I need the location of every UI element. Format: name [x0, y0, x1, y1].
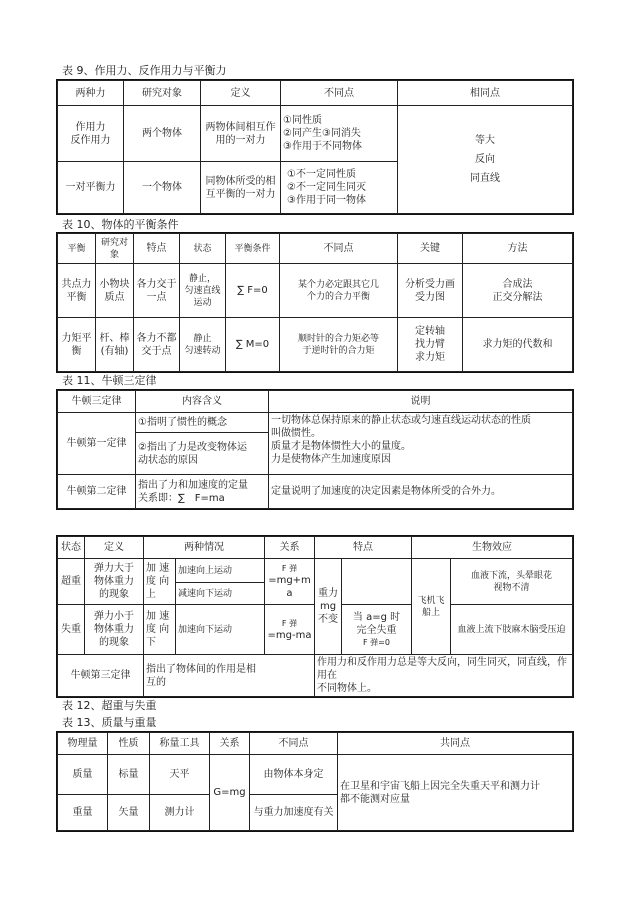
t9-r2-name: 一对平衡力	[58, 162, 124, 214]
t12-under-case: 加速向下运动	[176, 605, 265, 655]
t13-header-common: 共同点	[338, 733, 573, 755]
t10-r1-difference: 某个力必定跟其它几 个力的合力平衡	[280, 264, 398, 318]
t10-header-state: 状态	[180, 234, 226, 264]
t10-r1-condition: ∑ F=0	[226, 264, 280, 318]
t12-header-cases: 两种情况	[144, 537, 265, 559]
t10-r1-state: 静止， 匀速直线 运动	[180, 264, 226, 318]
t13-header-tool: 称量工具	[150, 733, 210, 755]
t11-law2-note: 定量说明了加速度的决定因素是物体所受的合外力。	[269, 475, 573, 509]
t11-law1: 牛顿第一定律	[58, 413, 136, 475]
t12-under-def: 弹力小于 物体重力 的现象	[85, 605, 144, 655]
t12-under-bio: 血液上流下肢麻木脑受压迫	[451, 605, 573, 655]
t12-under-relation: F 弹 =mg-ma	[265, 605, 315, 655]
t12-header-relation: 关系	[265, 537, 315, 559]
t12-feature-gravity: 重力 mg 不变	[315, 559, 342, 655]
table10	[57, 233, 573, 372]
t10-header-feature: 特点	[134, 234, 180, 264]
t13-weight-tool: 测力计	[150, 795, 210, 831]
t12-law3-content: 指出了物体间的作用是相 互的	[144, 655, 315, 697]
t12-under-state: 失重	[58, 605, 85, 655]
t12-over-acc: 加 速 度 向 上	[144, 559, 176, 605]
table10-caption: 表 10、物体的平衡条件	[62, 218, 179, 231]
t10-r2-state: 静止 匀速转动	[180, 318, 226, 372]
t13-mass-prop: 标量	[108, 755, 150, 795]
t12-over-bio: 血液下流，头晕眼花 视物不清	[451, 559, 573, 605]
t13-weight-diff: 与重力加速度有关	[250, 795, 338, 831]
t13-relation: G=mg	[210, 755, 250, 831]
t10-r1-feature: 各力交于 一点	[134, 264, 180, 318]
t10-r2-method: 求力矩的代数和	[463, 318, 573, 372]
t9-r2-object: 一个物体	[124, 162, 201, 214]
t10-r1-key: 分析受力画 受力图	[398, 264, 463, 318]
t13-mass-tool: 天平	[150, 755, 210, 795]
t12-over-state: 超重	[58, 559, 85, 605]
t12-over-relation: F 弹 =mg+ma	[265, 559, 315, 605]
t10-r2-condition: ∑ M=0	[226, 318, 280, 372]
t9-header-definition: 定义	[201, 81, 281, 106]
table9-caption: 表 9、作用力、反作用力与平衡力	[62, 64, 227, 77]
t13-header-property: 性质	[108, 733, 150, 755]
t10-r2-object: 杆、棒 (有轴)	[96, 318, 134, 372]
t12-over-case1: 加速向上运动	[176, 559, 265, 583]
t9-header-difference: 不同点	[281, 81, 398, 106]
t13-header-relation: 关系	[210, 733, 250, 755]
t11-header-note: 说明	[269, 391, 573, 413]
table13	[57, 732, 573, 831]
t10-header-condition: 平衡条件	[226, 234, 280, 264]
t12-craft: 飞机飞 船上	[412, 559, 451, 655]
t9-r1-difference: ①同性质 ②同产生③同消失 ③作用于不同物体	[281, 106, 398, 162]
table11-caption: 表 11、牛顿三定律	[62, 374, 157, 387]
t12-header-bio: 生物效应	[412, 537, 573, 559]
t9-r1-name: 作用力 反作用力	[58, 106, 124, 162]
t10-r2-feature: 各力不都 交于点	[134, 318, 180, 372]
t12-header-definition: 定义	[85, 537, 144, 559]
t11-header-content: 内容含义	[136, 391, 269, 413]
t11-law2: 牛顿第二定律	[58, 475, 136, 509]
t13-weight-name: 重量	[58, 795, 108, 831]
t11-law1-note: 一切物体总保持原来的静止状态或匀速直线运动状态的性质 叫做惯性。 质量才是物体惯性大小的量度。 力是使物体产生加速度原因	[269, 413, 573, 475]
t10-header-key: 关键	[398, 234, 463, 264]
table13-caption: 表 13、质量与重量	[62, 716, 157, 729]
t10-header-method: 方法	[463, 234, 573, 264]
t12-over-def: 弹力大于 物体重力 的现象	[85, 559, 144, 605]
t13-mass-name: 质量	[58, 755, 108, 795]
t10-r1-object: 小物块 质点	[96, 264, 134, 318]
t10-r2-difference: 顺时针的合力矩必等 于逆时针的合力矩	[280, 318, 398, 372]
t12-over-case2: 减速向下运动	[176, 583, 265, 605]
t12-feature-blank	[342, 559, 412, 605]
t12-header-feature: 特点	[315, 537, 412, 559]
t10-r1-method: 合成法 正交分解法	[463, 264, 573, 318]
t11-law2-content: 指出了力和加速度的定量 关系即：∑ F=ma	[136, 475, 269, 509]
t10-r2-key: 定转轴 找力臂 求力矩	[398, 318, 463, 372]
t10-header-object: 研究对象	[96, 234, 134, 264]
t9-header-type: 两种力	[58, 81, 124, 106]
t9-r2-difference: ①不一定同性质 ②不一定同生同灭 ③作用于同一物体	[281, 162, 398, 214]
t11-law1-content2: ②指出了力是改变物体运 动状态的原因	[136, 433, 269, 475]
t13-common: 在卫星和宇宙飞船上因完全失重天平和测力计 都不能测对应量	[338, 755, 573, 831]
t12-law3: 牛顿第三定律	[58, 655, 144, 697]
table9	[57, 80, 573, 214]
t9-r2-definition: 同物体所受的相 互平衡的一对力	[201, 162, 281, 214]
t13-header-quantity: 物理量	[58, 733, 108, 755]
t10-header-balance: 平衡	[58, 234, 96, 264]
t9-header-object: 研究对象	[124, 81, 201, 106]
table11	[57, 390, 573, 509]
t13-header-difference: 不同点	[250, 733, 338, 755]
t12-law3-note: 作用力和反作用力总是等大反向，同生同灭，同直线，作用在 不同物体上。	[315, 655, 573, 697]
table12-caption: 表 12、超重与失重	[62, 699, 157, 712]
t10-header-difference: 不同点	[280, 234, 398, 264]
t11-law1-content1: ①指明了惯性的概念	[136, 413, 269, 433]
t13-mass-diff: 由物体本身定	[250, 755, 338, 795]
t9-header-similarity: 相同点	[398, 81, 573, 106]
t10-r1-type: 共点力 平衡	[58, 264, 96, 318]
t12-under-feature: 当 a=g 时 完全失重 F 弹=0	[342, 605, 412, 655]
table12	[57, 536, 573, 697]
t9-r1-definition: 两物体间相互作 用的一对力	[201, 106, 281, 162]
t10-r2-type: 力矩平 衡	[58, 318, 96, 372]
t11-header-law: 牛顿三定律	[58, 391, 136, 413]
t9-r1-object: 两个物体	[124, 106, 201, 162]
t9-similarity: 等大 反向 同直线	[398, 106, 573, 214]
t12-header-state: 状态	[58, 537, 85, 559]
t12-under-acc: 加 速 度 向 下	[144, 605, 176, 655]
t13-weight-prop: 矢量	[108, 795, 150, 831]
